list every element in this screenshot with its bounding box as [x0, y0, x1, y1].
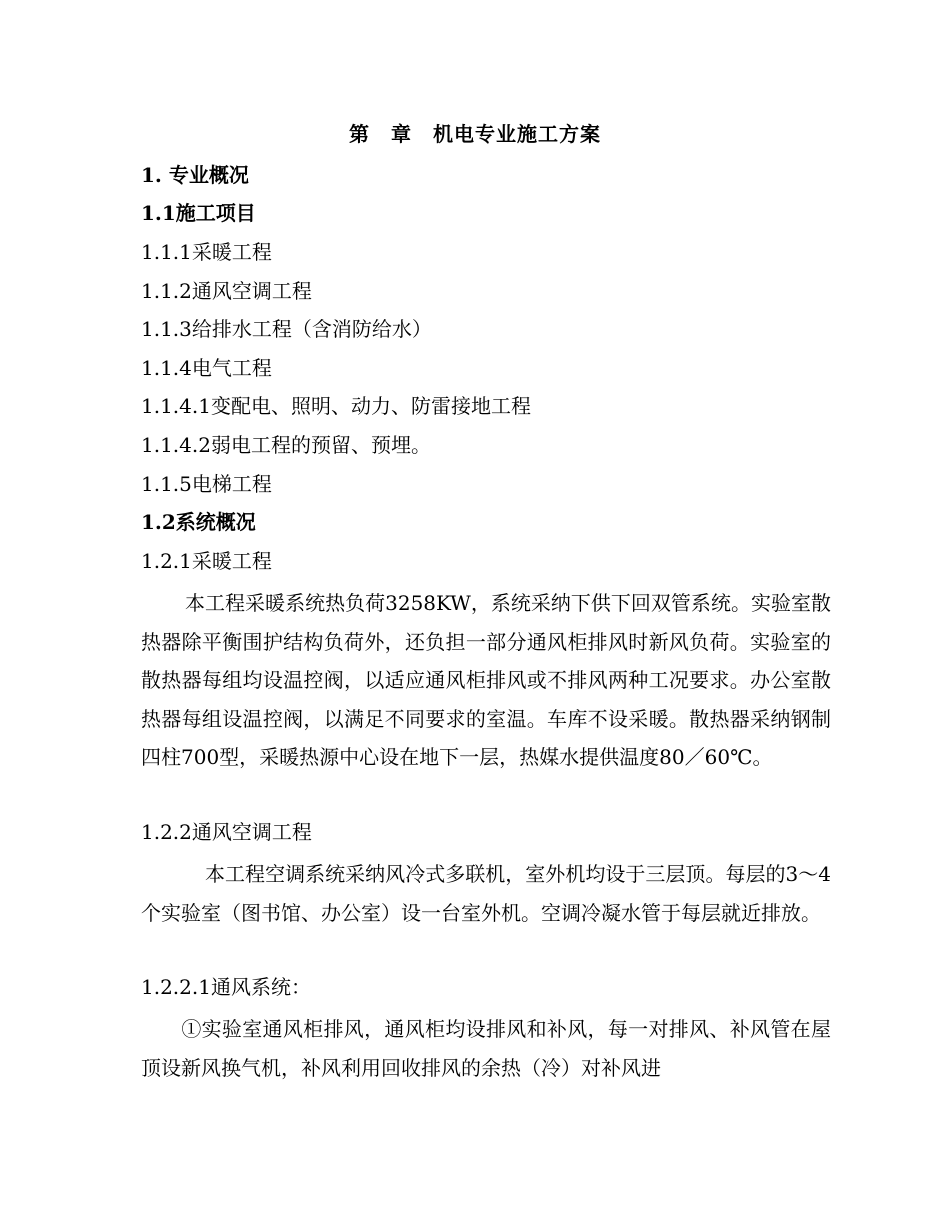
- section-heading-1-1: 1.1施工项目: [141, 201, 256, 225]
- chapter-title: 第 章 机电专业施工方案: [349, 122, 601, 146]
- list-item-1-2-2-1: 1.2.2.1通风系统：: [141, 975, 311, 999]
- paragraph-ac-text: 本工程空调系统采纳风冷式多联机，室外机均设于三层顶。每层的3～4个实验室（图书馆、办公室）设一台室外机。空调冷凝水管于每层就近排放。: [141, 862, 831, 925]
- paragraph-air-conditioning: [141, 855, 831, 932]
- paragraph-heating-text: 本工程采暖系统热负荷3258KW，系统采纳下供下回双管系统。实验室散热器除平衡围护结构负荷外，还负担一部分通风柜排风时新风负荷。实验室的散热器每组均设温控阀，以适应通风柜排风或不排风两种工况要求。办公室散热器每组设温控阀，以满足不同要求的室温。车库不设采暖。散热器采纳钢制四柱700型，采暖热源中心设在地下一层，热媒水提供温度80／60℃。: [141, 591, 831, 770]
- list-item-1-1-3: 1.1.3给排水工程（含消防给水）: [141, 317, 432, 341]
- list-item-1-1-2: 1.1.2通风空调工程: [141, 279, 312, 303]
- list-item-1-1-4-2: 1.1.4.2弱电工程的预留、预埋。: [141, 433, 431, 457]
- list-item-1-2-2: 1.2.2通风空调工程: [141, 820, 312, 844]
- list-item-1-1-4-1: 1.1.4.1变配电、照明、动力、防雷接地工程: [141, 394, 531, 418]
- list-item-1-1-1: 1.1.1采暖工程: [141, 240, 272, 264]
- list-item-1-2-1: 1.2.1采暖工程: [141, 549, 272, 573]
- paragraph-vent-text: ①实验室通风柜排风，通风柜均设排风和补风，每一对排风、补风管在屋顶设新风换气机，补风利用回收排风的余热（冷）对补风进: [141, 1017, 831, 1080]
- paragraph-ventilation: [141, 1010, 831, 1087]
- section-heading-1: 1. 专业概况: [141, 163, 249, 187]
- list-item-1-1-4: 1.1.4电气工程: [141, 356, 272, 380]
- list-item-1-1-5: 1.1.5电梯工程: [141, 472, 272, 496]
- paragraph-heating: [141, 584, 831, 777]
- section-heading-1-2: 1.2系统概况: [141, 510, 256, 534]
